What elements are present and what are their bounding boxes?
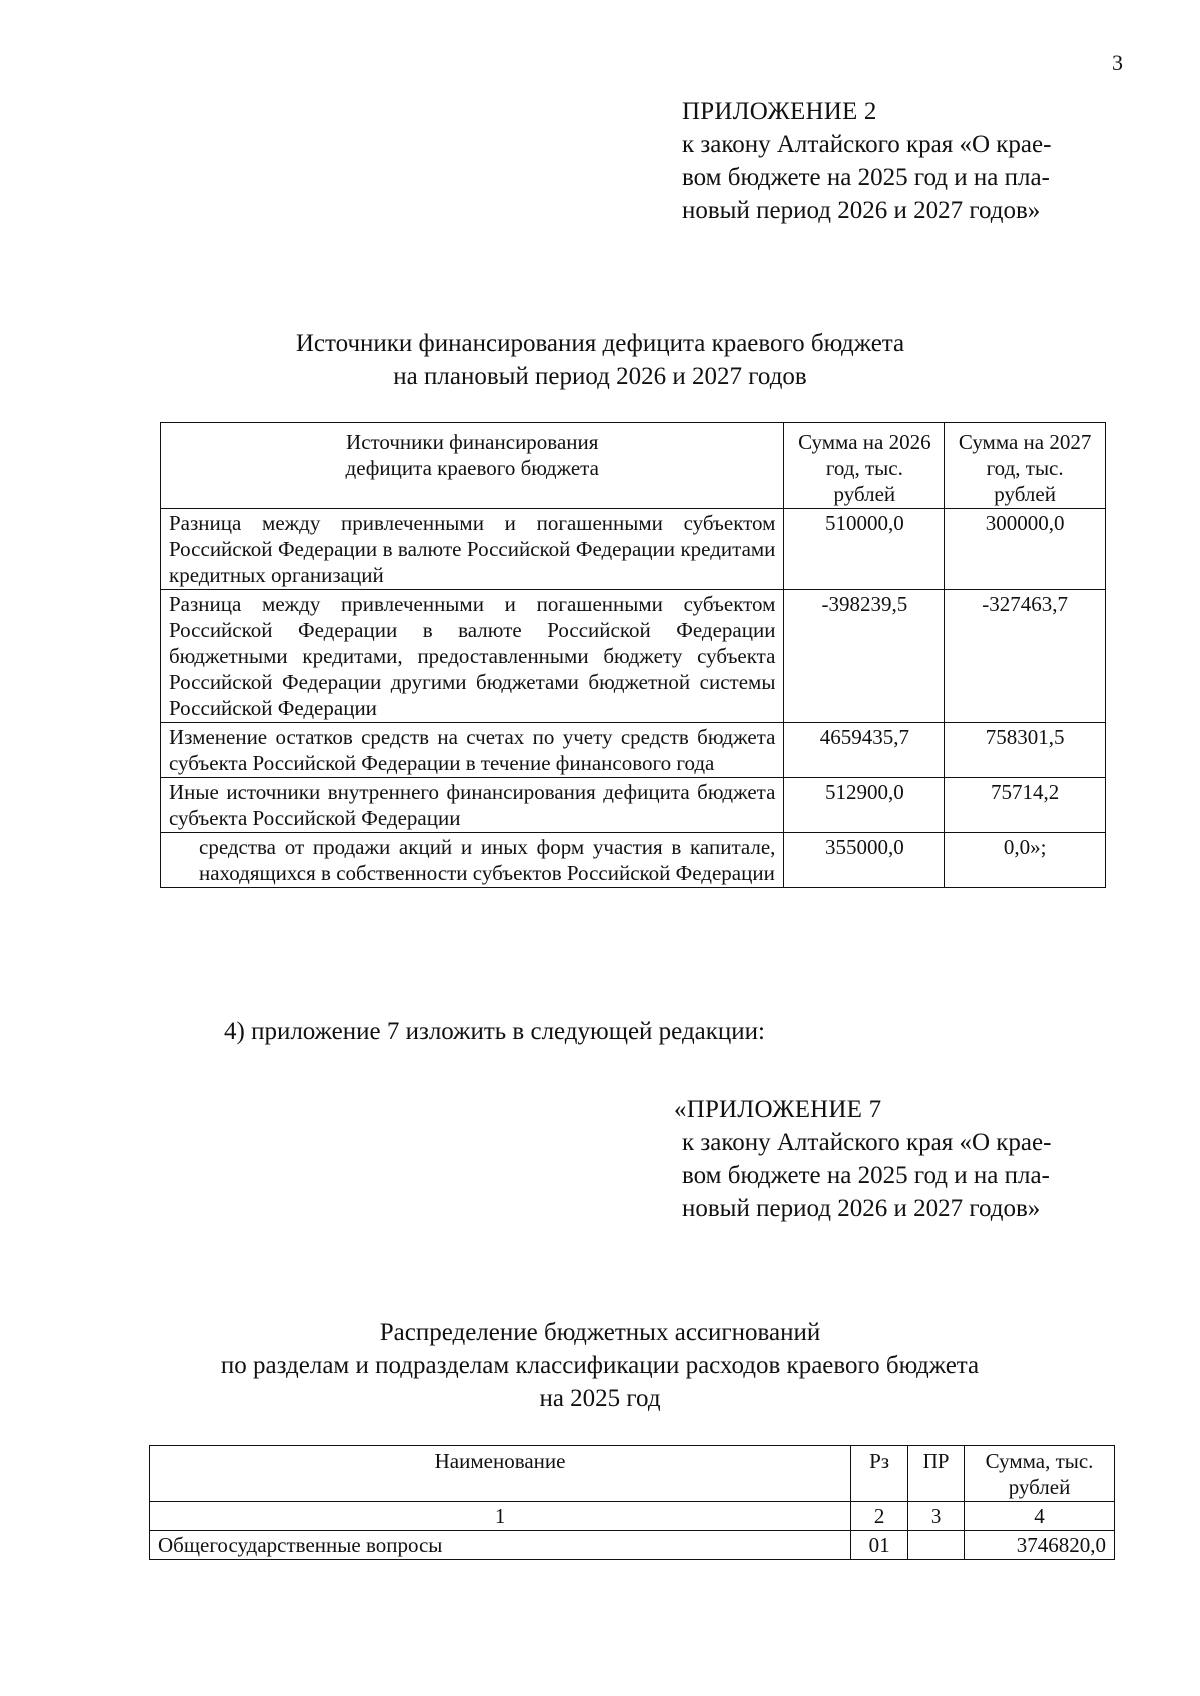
table-row xyxy=(150,1531,1115,1560)
header-sum: Сумма, тыс. рублей xyxy=(965,1446,1115,1502)
table-header-row xyxy=(150,1446,1115,1502)
allocation-pr xyxy=(908,1531,965,1560)
header-pr: ПР xyxy=(908,1446,965,1502)
header-sources-name: Источники финансирования дефицита краевого бюджета xyxy=(161,423,784,509)
sources-title-line: на плановый период 2026 и 2027 годов xyxy=(393,363,807,390)
source-sum-2027: 300000,0 xyxy=(945,509,1106,590)
table-row xyxy=(161,778,1106,833)
allocation-section-title xyxy=(0,1316,1200,1415)
table-row xyxy=(161,509,1106,590)
header-name: Наименование xyxy=(150,1446,851,1502)
column-index: 2 xyxy=(851,1502,908,1531)
appendix-2-line: новый период 2026 и 2027 годов» xyxy=(682,197,1041,224)
source-sum-2027: 0,0»; xyxy=(945,833,1106,888)
allocation-title-line: по разделам и подразделам классификации расходов краевого бюджета xyxy=(220,1352,980,1379)
column-index: 3 xyxy=(908,1502,965,1531)
sources-section-title xyxy=(0,327,1200,393)
source-sum-2027: 758301,5 xyxy=(945,723,1106,778)
source-name: Изменение остатков средств на счетах по учету средств бюджета субъекта Российской Федерации в течение финансового года xyxy=(161,723,784,778)
appendix-7-title: «ПРИЛОЖЕНИЕ 7 xyxy=(674,1096,882,1123)
header-rz: Рз xyxy=(851,1446,908,1502)
appendix-7-line: вом бюджете на 2025 год и на пла- xyxy=(682,1162,1050,1189)
allocation-rz: 01 xyxy=(851,1531,908,1560)
appendix-7-header xyxy=(674,1093,1122,1225)
appendix-2-line: к закону Алтайского края «О крае- xyxy=(682,131,1052,158)
header-sum-2027: Сумма на 2027 год, тыс. рублей xyxy=(945,423,1106,509)
source-sum-2026: 4659435,7 xyxy=(784,723,945,778)
table-row xyxy=(161,590,1106,723)
source-sum-2027: 75714,2 xyxy=(945,778,1106,833)
table-row xyxy=(161,723,1106,778)
allocation-title-line: Распределение бюджетных ассигнований xyxy=(379,1319,821,1346)
appendix-7-line: к закону Алтайского края «О крае- xyxy=(682,1129,1052,1156)
appendix-2-line: вом бюджете на 2025 год и на пла- xyxy=(682,164,1050,191)
source-sum-2026: -398239,5 xyxy=(784,590,945,723)
table-header-row xyxy=(161,423,1106,509)
header-sum-2026: Сумма на 2026 год, тыс. рублей xyxy=(784,423,945,509)
source-name: Разница между привлеченными и погашенными субъектом Российской Федерации в валюте Российской Федерации кредитами кредитных организаций xyxy=(161,509,784,590)
source-name: средства от продажи акций и иных форм участия в капитале, находящихся в собственности субъектов Российской Федерации xyxy=(161,833,784,888)
column-index: 1 xyxy=(150,1502,851,1531)
table-index-row xyxy=(150,1502,1115,1531)
source-sum-2027: -327463,7 xyxy=(945,590,1106,723)
source-sum-2026: 510000,0 xyxy=(784,509,945,590)
allocation-name: Общегосударственные вопросы xyxy=(150,1531,851,1560)
appendix-7-line: новый период 2026 и 2027 годов» xyxy=(682,1195,1041,1222)
table-row xyxy=(161,833,1106,888)
sources-title-line: Источники финансирования дефицита краевого бюджета xyxy=(295,330,905,357)
column-index: 4 xyxy=(965,1502,1115,1531)
allocation-table xyxy=(149,1445,1115,1560)
page-number: 3 xyxy=(1112,50,1123,75)
allocation-title-line: на 2025 год xyxy=(539,1385,661,1412)
amendment-instruction: 4) приложение 7 изложить в следующей редакции: xyxy=(224,1018,765,1045)
source-sum-2026: 512900,0 xyxy=(784,778,945,833)
source-name: Иные источники внутреннего финансирования дефицита бюджета субъекта Российской Федерации xyxy=(161,778,784,833)
source-sum-2026: 355000,0 xyxy=(784,833,945,888)
source-name: Разница между привлеченными и погашенными субъектом Российской Федерации в валюте Российской Федерации бюджетными кредитами, предоставленными бюджету субъекта Российской Федерации другими бюджетами бюджетной системы Российской Федерации xyxy=(161,590,784,723)
sources-table xyxy=(160,422,1106,888)
appendix-2-header xyxy=(682,95,1122,227)
allocation-sum: 3746820,0 xyxy=(965,1531,1115,1560)
appendix-2-title: ПРИЛОЖЕНИЕ 2 xyxy=(682,98,877,125)
